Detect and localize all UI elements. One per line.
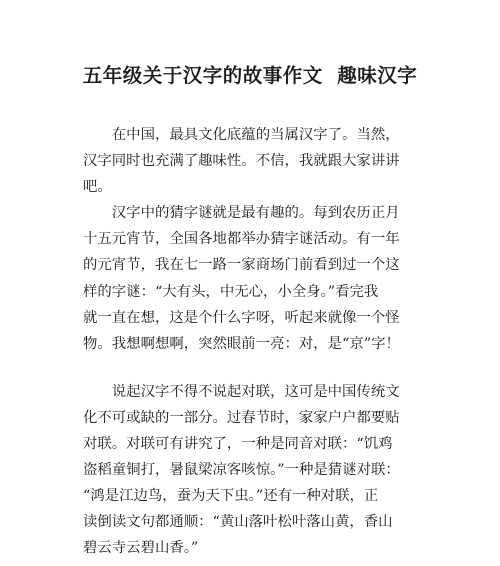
document-title: 五年级关于汉字的故事作文 趣味汉字 <box>82 64 418 87</box>
paragraph-line: 物。我想啊想啊，突然眼前一亮：对，是“京”字！ <box>83 335 400 352</box>
paragraph-line: 碧云寺云碧山香。” <box>83 540 199 557</box>
paragraph-line: 化不可或缺的一部分。过春节时，家家户户都要贴 <box>83 409 400 426</box>
document-body <box>83 122 429 562</box>
paragraph-line: 读倒读文句都通顺：“黄山落叶松叶落山黄，香山 <box>83 514 393 531</box>
paragraph-3 <box>83 379 429 562</box>
paragraph-line: 十五元宵节，全国各地都举办猜字谜活动。有一年 <box>83 231 400 248</box>
paragraph-line: 在中国，最具文化底蕴的当属汉字了。当然， <box>83 127 400 143</box>
paragraph-line: “鸿是江边鸟，蚕为天下虫。”还有一种对联，正 <box>83 488 379 505</box>
paragraph-2 <box>83 200 429 357</box>
paragraph-line: 汉字同时也充满了趣味性。不信，我就跟大家讲讲 <box>83 153 400 170</box>
paragraph-line: 汉字中的猜字谜就是最有趣的。每到农历正月 <box>83 205 400 222</box>
paragraph-line: 样的字谜：“大有头，中无心，小全身。”看完我 <box>83 283 379 300</box>
paragraph-line: 说起汉字不得不说起对联，这可是中国传统文 <box>83 383 400 400</box>
paragraph-line: 盗稻童铜打，暑鼠梁凉客咳惊。”一种是猜谜对联： <box>83 462 400 479</box>
paragraph-line: 吧。 <box>83 179 112 196</box>
paragraph-1 <box>83 122 429 200</box>
paragraph-line: 对联。对联可有讲究了，一种是同音对联：“饥鸡 <box>83 436 393 453</box>
paragraph-gap <box>83 357 429 379</box>
paragraph-line: 就一直在想，这是个什么字呀，听起来就像一个怪 <box>83 309 400 326</box>
paragraph-line: 的元宵节，我在七一路一家商场门前看到过一个这 <box>83 257 400 274</box>
